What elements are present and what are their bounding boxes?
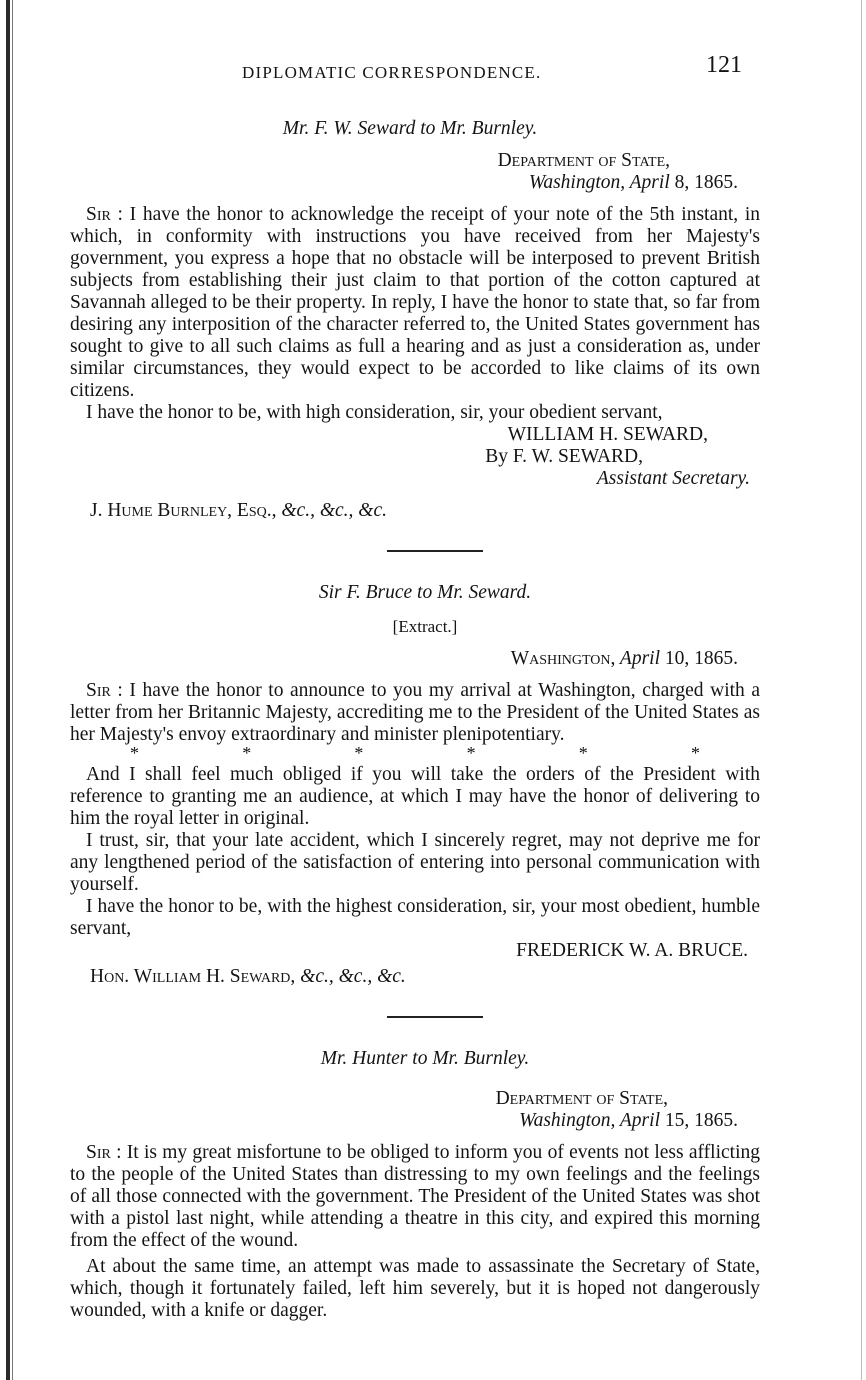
page-binding-edge-inner <box>12 0 13 1380</box>
omission-star: * <box>242 743 252 763</box>
section-divider <box>387 1016 483 1018</box>
running-head <box>70 50 760 90</box>
document-page <box>70 50 760 1322</box>
letter-paragraph <box>70 1142 760 1252</box>
addressee-name: J. Hume Burnley, Esq., <box>90 500 277 521</box>
letter-heading: Mr. F. W. Seward to Mr. Burnley. <box>282 118 538 139</box>
letter-heading: Mr. Hunter to Mr. Burnley. <box>320 1048 530 1069</box>
dateline-day-year: 10, 1865. <box>660 648 738 669</box>
addressee-etc: &c., &c., &c. <box>276 500 387 521</box>
addressee-name: Hon. William H. Seward, <box>90 966 296 987</box>
letter-paragraph: I have the honor to be, with high consideration, sir, your obedient servant, <box>86 402 663 423</box>
omission-star: * <box>578 743 588 763</box>
page-right-edge <box>861 0 862 1380</box>
dateline-month: April <box>615 648 660 669</box>
dateline-day-year: 15, 1865. <box>660 1110 738 1131</box>
omission-star: * <box>690 743 700 763</box>
signature-title: Assistant Secretary. <box>596 468 750 489</box>
page-number: 121 <box>706 52 742 78</box>
addressee <box>90 500 760 522</box>
omission-star: * <box>354 743 364 763</box>
paragraph-text: It is my great misfortune to be obliged to inform you of events not less afflicting to the people of the United States than distressing to my own feelings and the feelings of all those connected with the government. The President of the United States was shot with a pistol last night, while attending a theatre in this city, and expired this morning from the effect of the wound. <box>70 1142 760 1251</box>
letter-bruce-to-seward <box>70 582 760 988</box>
omission-star: * <box>466 743 476 763</box>
page-binding-edge <box>6 0 10 1380</box>
dateline <box>70 648 760 670</box>
letter-paragraph <box>70 680 760 746</box>
letter-hunter-to-burnley <box>70 1048 760 1322</box>
omission-star: * <box>130 743 139 763</box>
dateline-place-date <box>70 1110 760 1132</box>
running-head-title: DIPLOMATIC CORRESPONDENCE. <box>242 63 542 82</box>
letter-paragraph: I trust, sir, that your late accident, which I sincerely regret, may not deprive me for any lengthened period of the satisfaction of entering into personal communication with yourself. <box>70 830 760 895</box>
extract-note: [Extract.] <box>392 617 458 636</box>
dateline-day-year: 8, 1865. <box>669 172 738 193</box>
addressee-etc: &c., &c., &c. <box>295 966 406 987</box>
dateline-office: Department of State, <box>497 150 670 171</box>
dateline-place: Washington, <box>510 648 616 669</box>
letter-paragraph: And I shall feel much obliged if you will take the orders of the President with reference to granting me an audience, at which I may have the honor of delivering to him the royal letter in original. <box>70 764 760 829</box>
paragraph-text: I have the honor to announce to you my arrival at Washington, charged with a letter from her Britannic Majesty, accrediting me to the President of the United States as her Majesty's envoy extraordinary and minister plenipotentiary. <box>70 680 761 745</box>
section-divider <box>387 550 483 552</box>
addressee <box>90 966 760 988</box>
letter-paragraph: At about the same time, an attempt was made to assassinate the Secretary of State, which, though it fortunately failed, left him severely, but it is hoped not dangerously wounded, with a knife or dagger. <box>70 1256 760 1321</box>
letter-heading: Sir F. Bruce to Mr. Seward. <box>318 582 532 603</box>
salutation: Sir : <box>86 204 123 225</box>
signature-line: By F. W. SEWARD, <box>485 446 643 467</box>
signature-line: WILLIAM H. SEWARD, <box>507 424 708 445</box>
dateline-place-date <box>70 172 760 194</box>
dateline-office: Department of State, <box>495 1088 668 1109</box>
dateline-place: Washington, April <box>519 1110 660 1131</box>
letter-paragraph <box>70 204 760 402</box>
signature-line: FREDERICK W. A. BRUCE. <box>516 940 748 961</box>
dateline-place: Washington, April <box>528 172 670 193</box>
letter-seward-to-burnley <box>70 118 760 522</box>
salutation: Sir : <box>86 1142 122 1163</box>
paragraph-text: I have the honor to acknowledge the receipt of your note of the 5th instant, in which, in conformity with instructions you have received from her Majesty's government, you express a hope that no obstacle will be interposed to prevent British subjects from establishing their just claim to that portion of the cotton captured at Savannah alleged to be their property. In reply, I have the honor to state that, so far from desiring any interposition of the character referred to, the United States government has sought to give to all such claims as full a hearing and as just a consideration as, under similar circumstances, they would expect to be accorded to like claims of its own citizens. <box>70 204 761 401</box>
salutation: Sir : <box>86 680 123 701</box>
letter-paragraph: I have the honor to be, with the highest consideration, sir, your most obedient, humble servant, <box>70 896 760 939</box>
